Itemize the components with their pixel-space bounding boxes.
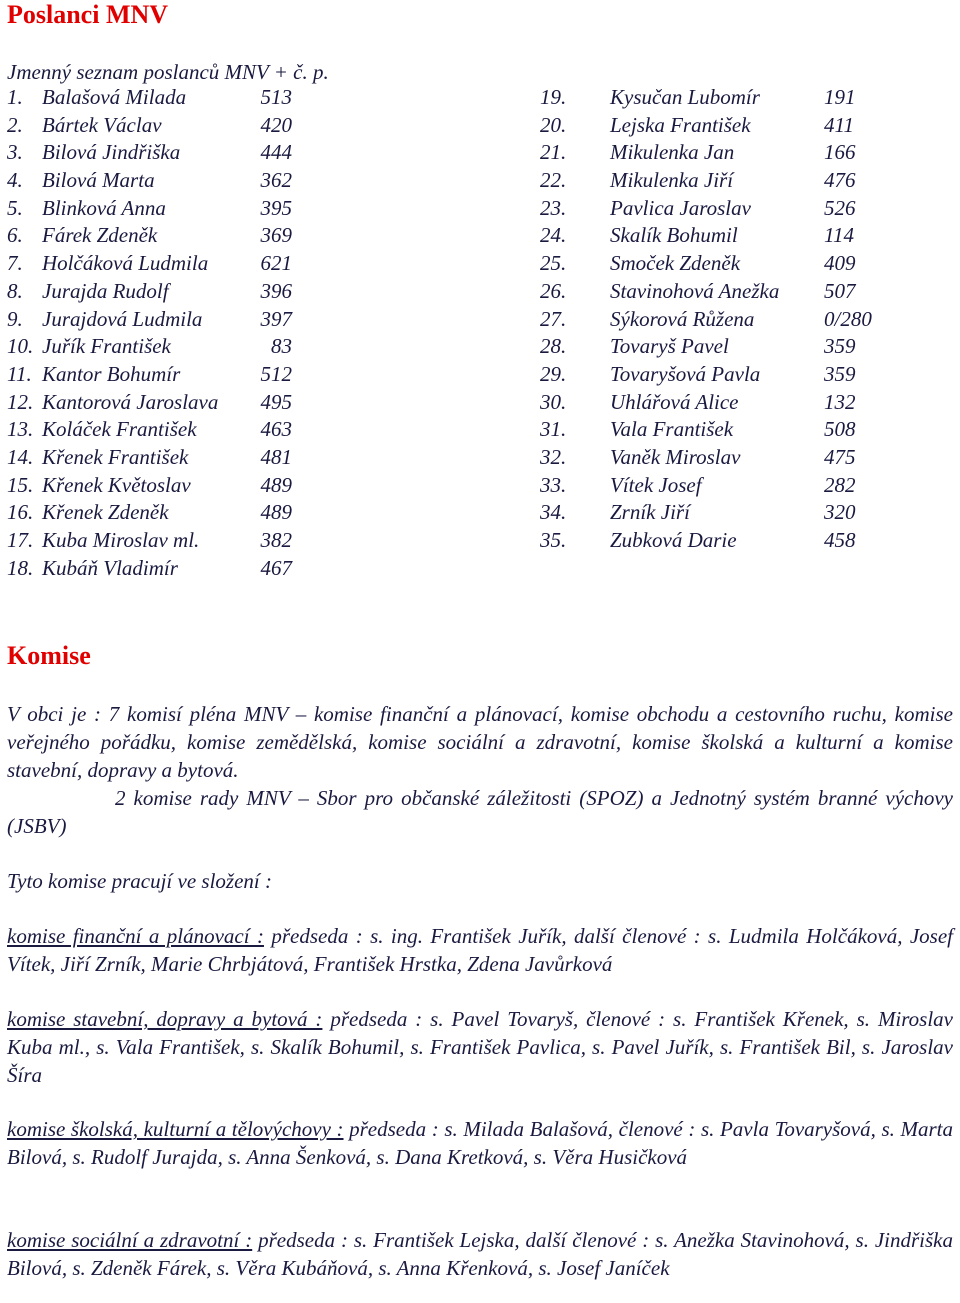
- house-number: 481: [260, 444, 292, 469]
- committee-paragraph: [7, 1115, 953, 1171]
- committee-paragraph: [7, 1005, 953, 1089]
- item-number: 26.: [540, 278, 567, 303]
- house-number: 359: [824, 334, 856, 359]
- deputy-name: Vaněk Miroslav: [610, 444, 741, 469]
- house-number: 382: [260, 528, 292, 552]
- committee-label: komise stavební, dopravy a bytová :: [7, 1007, 323, 1031]
- deputy-name: Zubková Darie: [610, 528, 737, 552]
- deputy-name: Jurajdová Ludmila: [42, 306, 203, 331]
- house-number: 463: [260, 417, 292, 442]
- house-number: 420: [260, 112, 292, 137]
- item-number: 24.: [540, 223, 567, 248]
- house-number: 512: [260, 361, 292, 386]
- house-number: 508: [824, 417, 856, 442]
- house-number: 191: [824, 85, 856, 109]
- house-number: 507: [824, 278, 856, 303]
- deputy-name: Zrník Jiří: [610, 500, 690, 525]
- house-number: 495: [260, 389, 292, 414]
- house-number: 526: [824, 195, 856, 220]
- item-number: 9.: [7, 306, 23, 331]
- deputy-name: Holčáková Ludmila: [42, 251, 209, 276]
- item-number: 10.: [7, 334, 34, 359]
- deputy-name: Bártek Václav: [42, 112, 162, 137]
- item-number: 28.: [540, 334, 567, 359]
- committee-label: komise sociální a zdravotní :: [7, 1228, 253, 1252]
- deputy-name: Lejska František: [610, 112, 751, 137]
- deputy-name: Bilová Marta: [42, 168, 155, 193]
- house-number: 320: [824, 500, 856, 525]
- intro-paragraph: V obci je : 7 komisí pléna MNV – komise finanční a plánovací, komise obchodu a cestovního ruchu, komise veřejného pořádku, komise zemědělská, komise sociální a zdravotní, komise školská a kulturní a komise stavební, dopravy a bytová.: [7, 702, 953, 782]
- deputy-name: Smoček Zdeněk: [610, 251, 741, 276]
- house-number: 397: [260, 306, 292, 331]
- item-number: 34.: [540, 500, 567, 525]
- item-number: 23.: [540, 195, 567, 220]
- committee-members: předseda : s. František Lejska, další členové : s. Anežka Stavinohová, s. Jindřiška Bilová, s. Zdeněk Fárek, s. Věra Kubáňová, s. Anna Křenková, s. Josef Janíček: [7, 1228, 953, 1280]
- item-number: 3.: [7, 140, 23, 165]
- house-number: 409: [824, 251, 856, 276]
- deputy-name: Vala František: [610, 417, 734, 442]
- rada-paragraph: 2 komise rady MNV – Sbor pro občanské záležitosti (SPOZ) a Jednotný systém branné výchovy (JSBV): [7, 786, 953, 838]
- house-number: 83: [271, 334, 292, 359]
- item-number: 25.: [540, 251, 567, 276]
- deputy-name: Kysučan Lubomír: [610, 85, 760, 109]
- deputy-name: Mikulenka Jan: [610, 140, 735, 165]
- item-number: 27.: [540, 306, 567, 331]
- item-number: 6.: [7, 223, 23, 248]
- deputy-name: Fárek Zdeněk: [42, 223, 158, 248]
- house-number: 396: [260, 278, 292, 303]
- committee-paragraph: [7, 922, 953, 978]
- deputy-name: Křenek Zdeněk: [42, 500, 169, 525]
- house-number: 467: [260, 555, 292, 580]
- heading-poslanci: Poslanci MNV: [7, 0, 169, 29]
- house-number: 114: [824, 223, 854, 248]
- committee-members: předseda : s. ing. František Juřík, další členové : s. Ludmila Holčáková, Josef Vítek, Jiří Zrník, Marie Chrbjátová, František Hrstka, Zdena Javůrková: [7, 924, 953, 976]
- item-number: 33.: [540, 472, 567, 497]
- item-number: 12.: [7, 389, 34, 414]
- deputy-name: Pavlica Jaroslav: [610, 195, 751, 220]
- deputy-name: Jurajda Rudolf: [42, 278, 169, 303]
- deputy-name: Křenek Květoslav: [42, 472, 191, 497]
- item-number: 18.: [7, 555, 34, 580]
- item-number: 7.: [7, 251, 23, 276]
- deputy-name: Kubáň Vladimír: [42, 555, 178, 580]
- house-number: 362: [260, 168, 292, 193]
- heading-komise: Komise: [7, 641, 91, 670]
- deputy-name: Kantorová Jaroslava: [42, 389, 219, 414]
- deputy-name: Sýkorová Růžena: [610, 306, 755, 331]
- item-number: 11.: [7, 361, 32, 386]
- item-number: 13.: [7, 417, 34, 442]
- house-number: 444: [260, 140, 292, 165]
- item-number: 32.: [540, 444, 567, 469]
- item-number: 5.: [7, 195, 23, 220]
- item-number: 19.: [540, 85, 567, 109]
- house-number: 513: [260, 85, 292, 109]
- house-number: 395: [260, 195, 292, 220]
- house-number: 475: [824, 444, 856, 469]
- item-number: 17.: [7, 528, 34, 552]
- deputy-name: Kantor Bohumír: [42, 361, 181, 386]
- deputy-name: Juřík František: [42, 334, 171, 359]
- house-number: 0/280: [824, 306, 872, 331]
- deputy-name: Tovaryš Pavel: [610, 334, 729, 359]
- deputy-name: Stavinohová Anežka: [610, 278, 780, 303]
- deputy-name: Mikulenka Jiří: [610, 168, 734, 193]
- deputy-name: Balašová Milada: [42, 85, 187, 109]
- item-number: 1.: [7, 85, 23, 109]
- house-number: 411: [824, 112, 854, 137]
- deputy-name: Skalík Bohumil: [610, 223, 738, 248]
- house-number: 489: [260, 472, 292, 497]
- committee-paragraph: [7, 1226, 953, 1282]
- house-number: 282: [824, 472, 856, 497]
- item-number: 2.: [7, 112, 23, 137]
- item-number: 15.: [7, 472, 34, 497]
- item-number: 20.: [540, 112, 567, 137]
- committee-members: předseda : s. Milada Balašová, členové : s. Pavla Tovaryšová, s. Marta Bilová, s. Rudolf Jurajda, s. Anna Šenková, s. Dana Kretková, s. Věra Husičková: [7, 1117, 954, 1169]
- item-number: 8.: [7, 278, 23, 303]
- house-number: 359: [824, 361, 856, 386]
- list-subtitle: Jmenný seznam poslanců MNV + č. p.: [7, 60, 329, 84]
- committee-label: komise finanční a plánovací :: [7, 924, 264, 948]
- deputy-name: Tovaryšová Pavla: [610, 361, 761, 386]
- house-number: 166: [824, 140, 856, 165]
- item-number: 16.: [7, 500, 34, 525]
- house-number: 489: [260, 500, 292, 525]
- item-number: 14.: [7, 444, 34, 469]
- deputy-name: Kuba Miroslav ml.: [42, 528, 200, 552]
- item-number: 29.: [540, 361, 567, 386]
- house-number: 369: [260, 223, 292, 248]
- item-number: 21.: [540, 140, 567, 165]
- item-number: 22.: [540, 168, 567, 193]
- house-number: 621: [260, 251, 292, 276]
- item-number: 30.: [540, 389, 567, 414]
- deputy-name: Bilová Jindřiška: [42, 140, 181, 165]
- item-number: 31.: [540, 417, 567, 442]
- deputy-name: Křenek František: [42, 444, 189, 469]
- committee-members: předseda : s. Pavel Tovaryš, členové : s. František Křenek, s. Miroslav Kuba ml., s. Vala František, s. Skalík Bohumil, s. František Pavlica, s. Pavel Juřík, s. František Bil, s. Jaroslav Šíra: [7, 1007, 953, 1087]
- item-number: 4.: [7, 168, 23, 193]
- deputy-name: Blinková Anna: [42, 195, 166, 220]
- deputy-name: Vítek Josef: [610, 472, 702, 497]
- house-number: 132: [824, 389, 856, 414]
- committee-label: komise školská, kulturní a tělovýchovy :: [7, 1117, 344, 1141]
- item-number: 35.: [540, 528, 567, 552]
- house-number: 476: [824, 168, 856, 193]
- house-number: 458: [824, 528, 856, 552]
- slozeni-line: Tyto komise pracují ve složení :: [7, 869, 272, 893]
- deputy-name: Uhlářová Alice: [610, 389, 739, 414]
- deputy-name: Koláček František: [42, 417, 197, 442]
